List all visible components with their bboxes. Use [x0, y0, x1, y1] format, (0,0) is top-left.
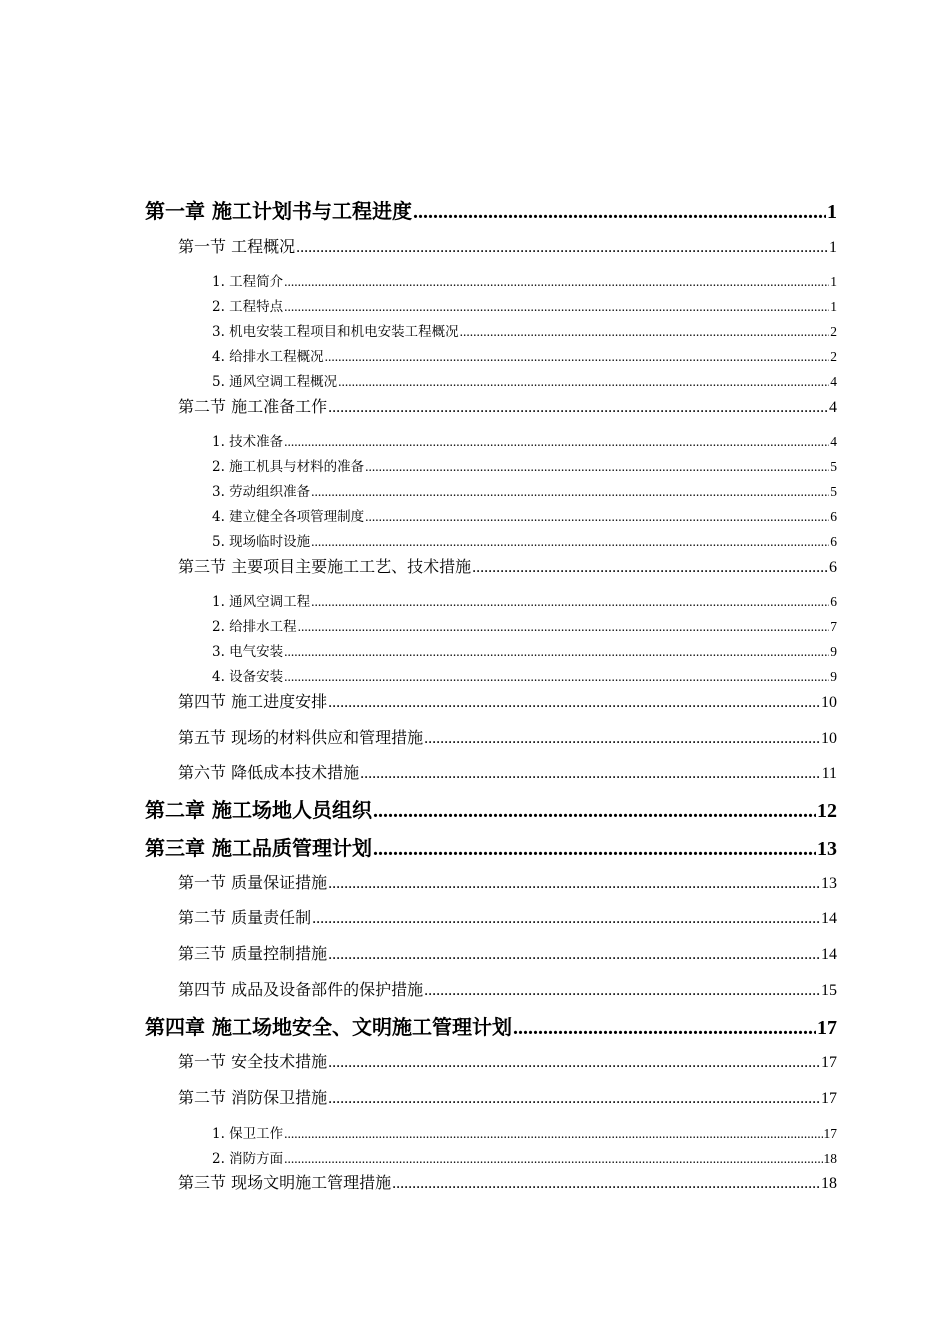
toc-dot-leader [328, 399, 828, 417]
toc-entry-title: 第三节 现场文明施工管理措施 [178, 1173, 392, 1192]
toc-page-number: 4 [830, 374, 837, 389]
toc-page-number: 14 [821, 946, 837, 963]
toc-subsection-entry[interactable] [212, 665, 837, 685]
toc-dot-leader [513, 1017, 816, 1040]
toc-subsection-entry[interactable] [212, 1122, 837, 1142]
toc-dot-leader [284, 644, 829, 660]
toc-page-number: 1 [830, 299, 837, 314]
toc-page-number: 6 [829, 559, 837, 576]
toc-subsection-entry[interactable] [212, 455, 837, 475]
toc-entry-title: 3. 电气安装 [212, 644, 284, 660]
toc-page-number: 14 [821, 910, 837, 927]
toc-page-number: 18 [821, 1175, 837, 1192]
toc-section-entry[interactable] [178, 977, 837, 1000]
toc-dot-leader [284, 1151, 822, 1167]
toc-entry-title: 第一节 安全技术措施 [178, 1052, 328, 1071]
toc-dot-leader [328, 694, 820, 712]
toc-page-number: 17 [821, 1090, 837, 1107]
toc-page-number: 13 [821, 875, 837, 892]
toc-page-number: 2 [830, 349, 837, 364]
toc-page-number: 17 [823, 1126, 837, 1141]
toc-entry-title: 5. 现场临时设施 [212, 534, 311, 550]
toc-dot-leader [284, 299, 829, 315]
toc-subsection-entry[interactable] [212, 615, 837, 635]
toc-entry-title: 第六节 降低成本技术措施 [178, 763, 360, 782]
toc-entry-title: 2. 给排水工程 [212, 619, 297, 635]
toc-entry-title: 4. 设备安装 [212, 669, 284, 685]
toc-dot-leader [424, 730, 820, 748]
toc-section-entry[interactable] [178, 760, 837, 783]
toc-entry-title: 1. 工程简介 [212, 274, 284, 290]
toc-chapter-entry[interactable] [145, 195, 837, 224]
toc-section-entry[interactable] [178, 1049, 837, 1072]
toc-entry-title: 第二章 施工场地人员组织 [145, 798, 372, 822]
toc-entry-title: 第二节 施工准备工作 [178, 397, 328, 416]
toc-dot-leader [392, 1175, 820, 1193]
toc-page-number: 6 [830, 509, 837, 524]
toc-dot-leader [328, 1090, 820, 1108]
toc-page-number: 5 [830, 459, 837, 474]
toc-page-number: 9 [830, 669, 837, 684]
toc-subsection-entry[interactable] [212, 295, 837, 315]
toc-subsection-entry[interactable] [212, 430, 837, 450]
toc-entry-title: 4. 给排水工程概况 [212, 349, 324, 365]
toc-section-entry[interactable] [178, 394, 837, 417]
toc-section-entry[interactable] [178, 689, 837, 712]
toc-page-number: 15 [821, 982, 837, 999]
toc-page-number: 1 [827, 201, 837, 223]
toc-subsection-entry[interactable] [212, 530, 837, 550]
toc-dot-leader [360, 765, 821, 783]
toc-dot-leader [296, 239, 828, 257]
toc-entry-title: 3. 劳动组织准备 [212, 484, 311, 500]
toc-dot-leader [472, 559, 828, 577]
toc-section-entry[interactable] [178, 725, 837, 748]
toc-entry-title: 第四节 施工进度安排 [178, 692, 328, 711]
toc-section-entry[interactable] [178, 1085, 837, 1108]
toc-dot-leader [298, 619, 830, 635]
toc-dot-leader [373, 838, 816, 861]
toc-dot-leader [338, 374, 829, 390]
toc-entry-title: 1. 通风空调工程 [212, 594, 311, 610]
toc-page-number: 10 [821, 730, 837, 747]
toc-page-number: 7 [830, 619, 837, 634]
toc-entry-title: 1. 保卫工作 [212, 1126, 284, 1142]
toc-dot-leader [328, 946, 820, 964]
toc-subsection-entry[interactable] [212, 1147, 837, 1167]
toc-entry-title: 第三章 施工品质管理计划 [145, 836, 372, 860]
toc-entry-title: 4. 建立健全各项管理制度 [212, 509, 365, 525]
toc-page-number: 17 [817, 1017, 837, 1039]
toc-section-entry[interactable] [178, 234, 837, 257]
toc-chapter-entry[interactable] [145, 832, 837, 861]
toc-page-number: 12 [817, 800, 837, 822]
toc-dot-leader [284, 1126, 822, 1142]
toc-dot-leader [311, 484, 829, 500]
toc-dot-leader [312, 910, 820, 928]
toc-dot-leader [311, 594, 829, 610]
toc-entry-title: 第二节 质量责任制 [178, 908, 312, 927]
toc-section-entry[interactable] [178, 554, 837, 577]
toc-page-number: 17 [821, 1054, 837, 1071]
toc-dot-leader [373, 800, 816, 823]
toc-entry-title: 第五节 现场的材料供应和管理措施 [178, 728, 424, 747]
toc-subsection-entry[interactable] [212, 370, 837, 390]
toc-chapter-entry[interactable] [145, 1011, 837, 1040]
toc-entry-title: 3. 机电安装工程项目和机电安装工程概况 [212, 324, 459, 340]
toc-section-entry[interactable] [178, 870, 837, 893]
toc-entry-title: 2. 工程特点 [212, 299, 284, 315]
toc-dot-leader [365, 509, 829, 525]
toc-entry-title: 5. 通风空调工程概况 [212, 374, 338, 390]
toc-dot-leader [328, 1054, 820, 1072]
toc-entry-title: 第二节 消防保卫措施 [178, 1088, 328, 1107]
toc-page-number: 1 [829, 239, 837, 256]
toc-dot-leader [413, 201, 826, 224]
toc-dot-leader [284, 274, 829, 290]
toc-subsection-entry[interactable] [212, 590, 837, 610]
toc-subsection-entry[interactable] [212, 640, 837, 660]
toc-page-number: 2 [830, 324, 837, 339]
toc-entry-title: 第四节 成品及设备部件的保护措施 [178, 980, 424, 999]
toc-page-number: 4 [830, 434, 837, 449]
toc-page-number: 1 [830, 274, 837, 289]
toc-page-number: 5 [830, 484, 837, 499]
toc-entry-title: 第三节 主要项目主要施工工艺、技术措施 [178, 557, 472, 576]
toc-entry-title: 第一章 施工计划书与工程进度 [145, 199, 412, 223]
toc-dot-leader [284, 434, 829, 450]
toc-subsection-entry[interactable] [212, 270, 837, 290]
toc-page-number: 10 [821, 694, 837, 711]
toc-dot-leader [460, 324, 830, 340]
toc-page-number: 9 [830, 644, 837, 659]
toc-dot-leader [328, 875, 820, 893]
toc-entry-title: 2. 施工机具与材料的准备 [212, 459, 365, 475]
toc-section-entry[interactable] [178, 1170, 837, 1193]
toc-section-entry[interactable] [178, 905, 837, 928]
toc-subsection-entry[interactable] [212, 345, 837, 365]
toc-page-number: 11 [821, 765, 837, 782]
toc-chapter-entry[interactable] [145, 794, 837, 823]
toc-dot-leader [424, 982, 820, 1000]
toc-entry-title: 第一节 工程概况 [178, 237, 296, 256]
toc-subsection-entry[interactable] [212, 320, 837, 340]
toc-section-entry[interactable] [178, 941, 837, 964]
toc-dot-leader [325, 349, 830, 365]
toc-subsection-entry[interactable] [212, 480, 837, 500]
toc-dot-leader [365, 459, 829, 475]
toc-page-number: 4 [829, 399, 837, 416]
toc-dot-leader [284, 669, 829, 685]
toc-page-number: 6 [830, 534, 837, 549]
toc-entry-title: 第四章 施工场地安全、文明施工管理计划 [145, 1015, 512, 1039]
toc-page-number: 13 [817, 838, 837, 860]
toc-entry-title: 1. 技术准备 [212, 434, 284, 450]
toc-entry-title: 第三节 质量控制措施 [178, 944, 328, 963]
toc-page-number: 18 [823, 1151, 837, 1166]
toc-dot-leader [311, 534, 829, 550]
toc-entry-title: 2. 消防方面 [212, 1151, 284, 1167]
toc-entry-title: 第一节 质量保证措施 [178, 873, 328, 892]
toc-subsection-entry[interactable] [212, 505, 837, 525]
toc-page-number: 6 [830, 594, 837, 609]
